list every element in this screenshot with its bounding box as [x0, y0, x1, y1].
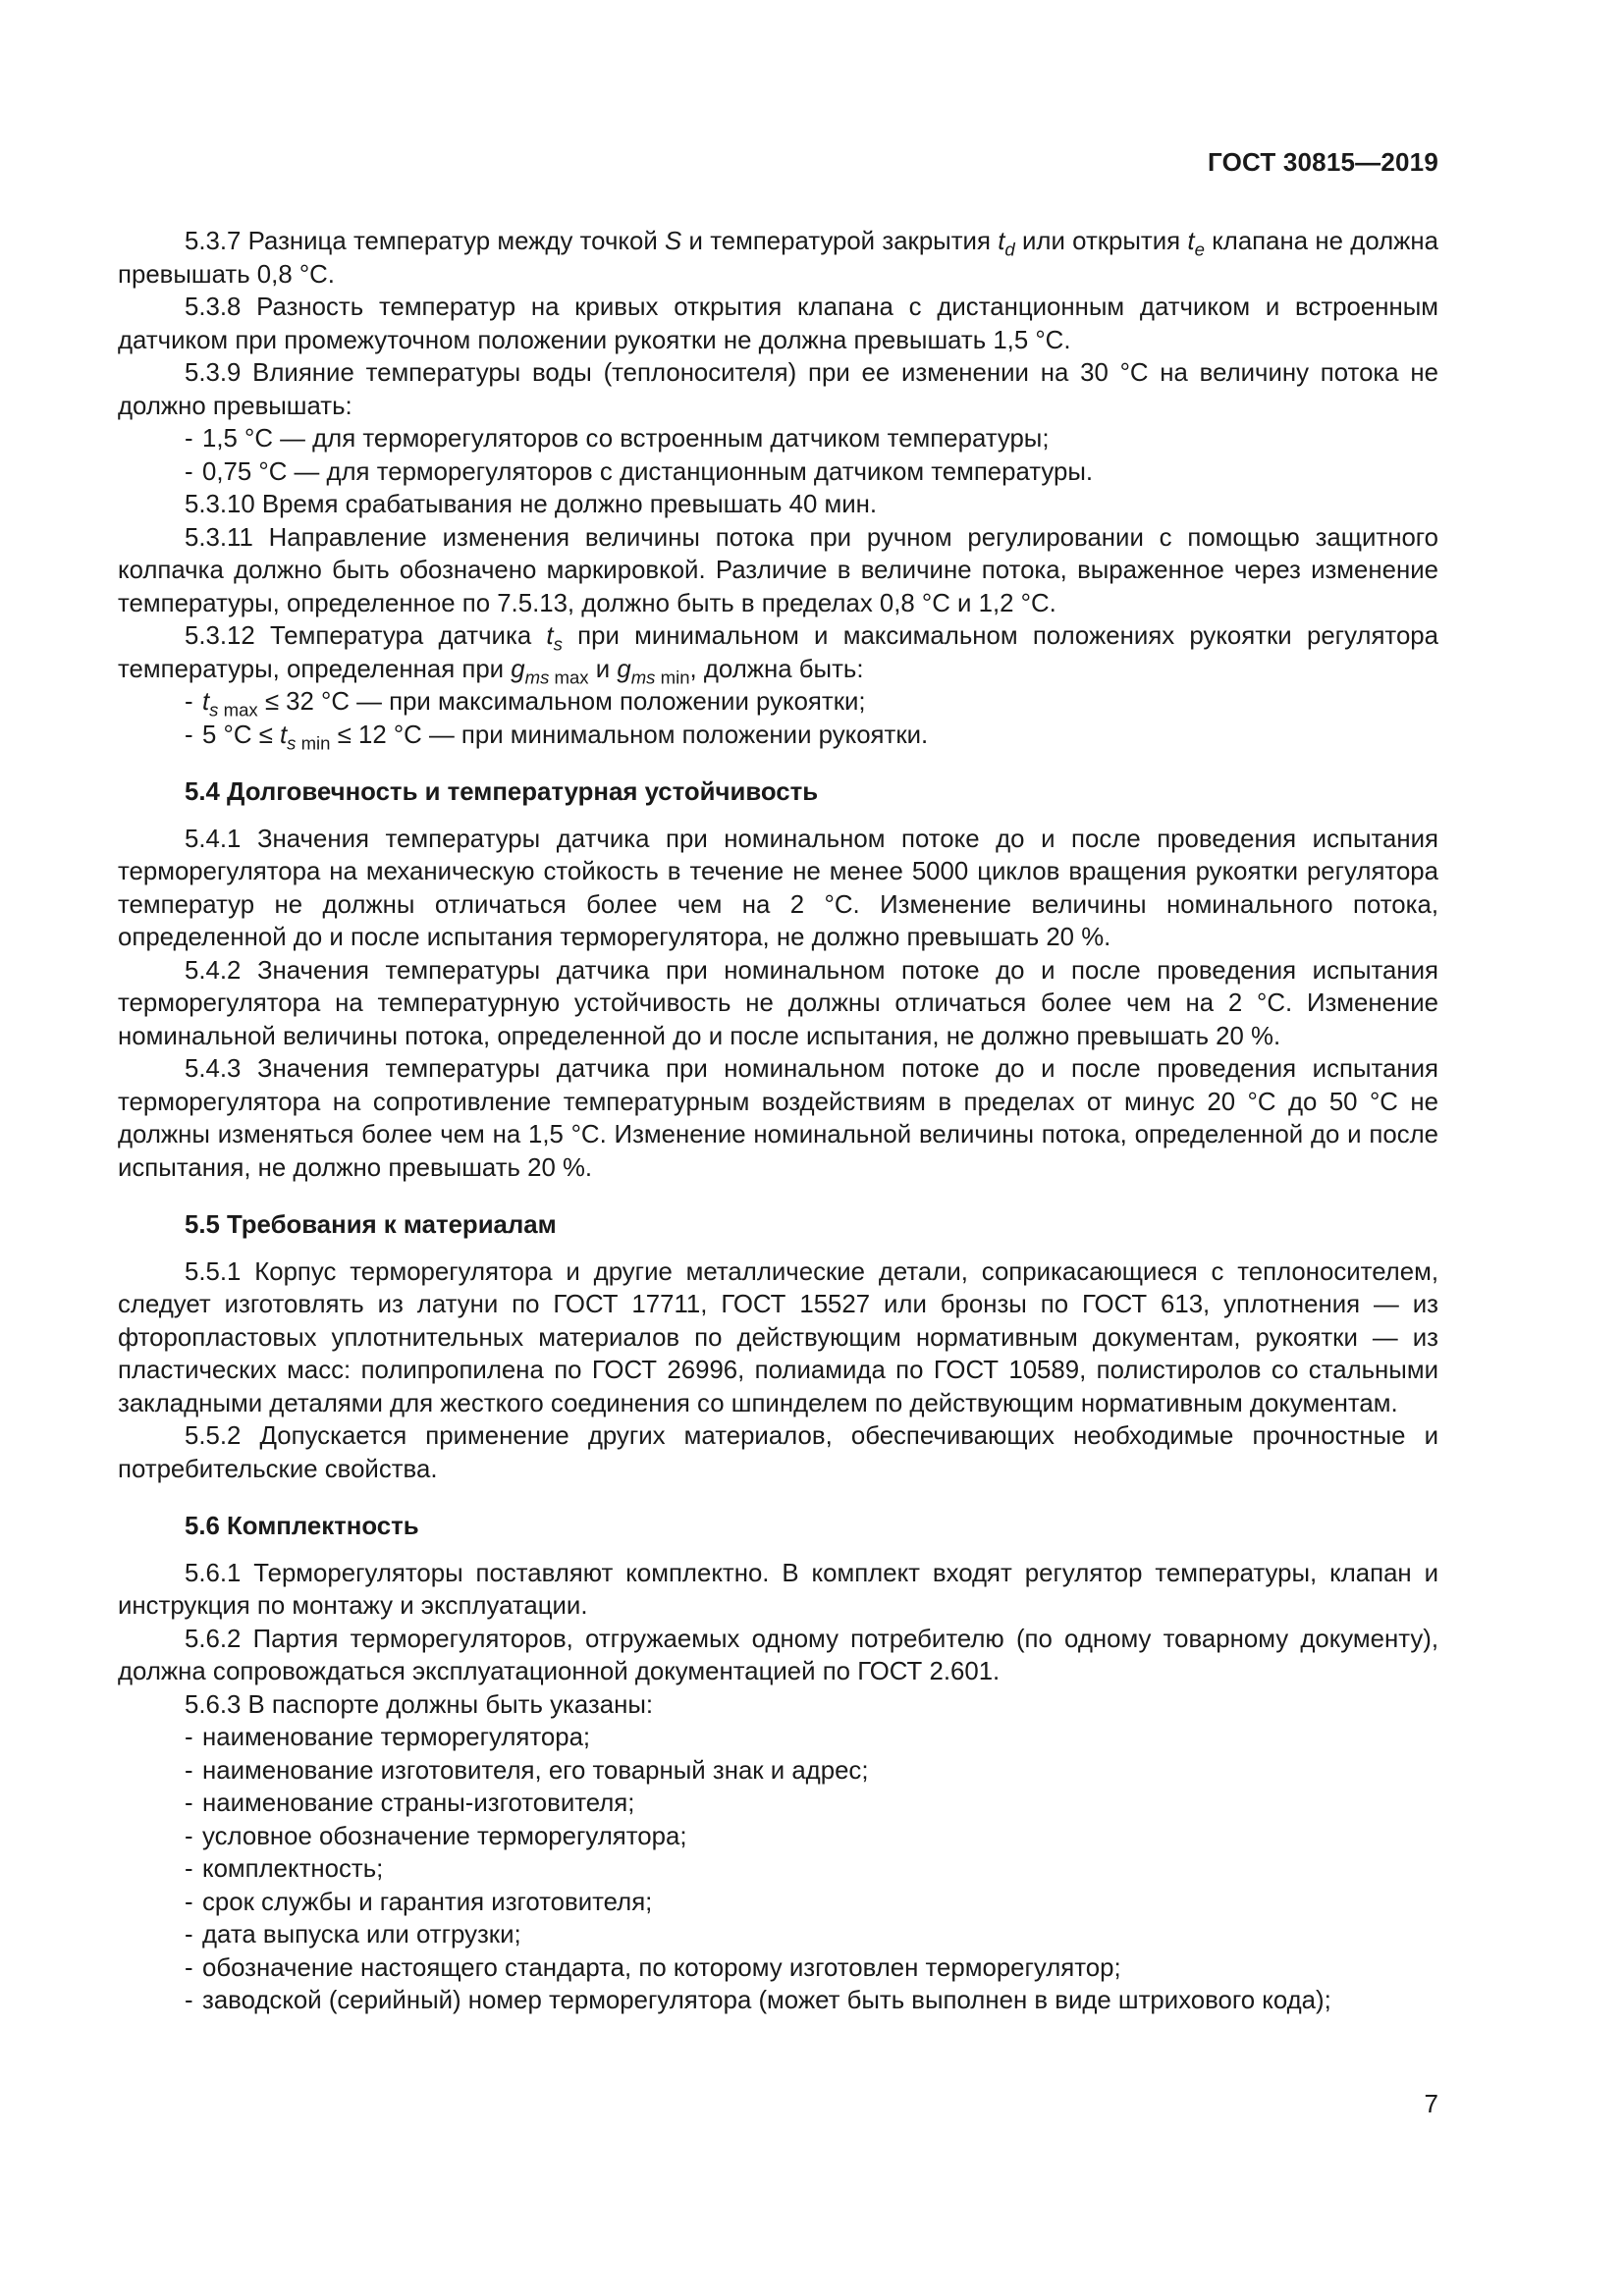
paragraph-5-5-2: 5.5.2 Допускается применение других материалов, обеспечивающих необходимые прочностные и потребительские свойства. — [118, 1422, 1438, 1483]
list-item: - комплектность; — [185, 1855, 384, 1883]
document-page — [118, 0, 1438, 2296]
paragraph-5-3-9: 5.3.9 Влияние температуры воды (теплоносителя) при ее изменении на 30 °С на величину потока не должно превышать: — [118, 359, 1438, 420]
section-heading-5-6: 5.6 Комплектность — [185, 1513, 419, 1540]
paragraph-5-3-12: 5.3.12 Температура датчика $t_s$ при минимальном и максимальном положениях рукоятки регулятора температуры, определенная при $g_{ms max}$ и $g_{ms min}$, должна быть: — [118, 622, 1438, 687]
list-item: - наименование изготовителя, его товарный знак и адрес; — [185, 1756, 869, 1785]
page-number: 7 — [1424, 2089, 1438, 2118]
list-item: - 1,5 °С — для терморегуляторов со встроенным датчиком температуры; — [185, 425, 1050, 453]
document-body — [118, 226, 1438, 2018]
list-item: - обозначение настоящего стандарта, по которому изготовлен терморегулятор; — [185, 1953, 1121, 1982]
list-item: - дата выпуска или отгрузки; — [185, 1921, 521, 1949]
list-item: - срок службы и гарантия изготовителя; — [185, 1888, 653, 1916]
paragraph-5-3-11: 5.3.11 Направление изменения величины потока при ручном регулировании с помощью защитного колпачка должно быть обозначено маркировкой. Различие в величине потока, выраженное через изменение температуры, определенное по 7.5.13, должно быть в пределах 0,8 °С и 1,2 °С. — [118, 523, 1438, 617]
list-item: - $t_{s max} \le 32$ °С — при максимальном положении рукоятки; — [185, 688, 866, 721]
paragraph-5-6-1: 5.6.1 Терморегуляторы поставляют комплектно. В комплект входят регулятор температуры, клапан и инструкция по монтажу и эксплуатации. — [118, 1559, 1438, 1620]
list-item: - условное обозначение терморегулятора; — [185, 1822, 687, 1850]
paragraph-5-4-3: 5.4.3 Значения температуры датчика при номинальном потоке до и после проведения испытания терморегулятора на сопротивление температурным воздействиям в пределах от минус 20 °С до 50 °С не должны изменяться более чем на 1,5 °С. Изменение номинальной величины потока, определенной до и после испытания, не должно превышать 20 %. — [118, 1055, 1438, 1182]
paragraph-5-3-10: 5.3.10 Время срабатывания не должно превышать 40 мин. — [185, 491, 878, 518]
paragraph-5-4-2: 5.4.2 Значения температуры датчика при номинальном потоке до и после проведения испытания терморегулятора на температурную устойчивость не должны отличаться более чем на 2 °С. Изменение номинальной величины потока, определенной до и после испытания, не должно превышать 20 %. — [118, 956, 1438, 1050]
paragraph-5-4-1: 5.4.1 Значения температуры датчика при номинальном потоке до и после проведения испытания терморегулятора на механическую стойкость в течение не менее 5000 циклов вращения рукоятки регулятора температур не должны отличаться более чем на 2 °С. Изменение величины номинального потока, определенной до и после испытания терморегулятора, не должно превышать 20 %. — [118, 825, 1438, 951]
list-item: - 0,75 °С — для терморегуляторов с дистанционным датчиком температуры. — [185, 457, 1094, 486]
list-item: - 5 $^\circ С \le t_{s min} \le 12$ °С — при минимальном положении рукоятки. — [185, 721, 929, 753]
paragraph-5-5-1: 5.5.1 Корпус терморегулятора и другие металлические детали, соприкасающиеся с теплоносителем, следует изготовлять из латуни по ГОСТ 17711, ГОСТ 15527 или бронзы по ГОСТ 613, уплотнения — из фторопластовых уплотнительных материалов по действующим нормативным документам, рукоятки — из пластических масс: полипропилена по ГОСТ 26996, полиамида по ГОСТ 10589, полистиролов со стальными закладными деталями для жесткого соединения со шпинделем по действующим нормативным документам. — [118, 1257, 1438, 1417]
paragraph-5-6-3: 5.6.3 В паспорте должны быть указаны: — [185, 1690, 654, 1719]
paragraph-5-3-7: 5.3.7 Разница температур между точкой S и температурой закрытия $t_d$ или открытия $t_e$ клапана не должна превышать 0,8 °С. — [118, 228, 1438, 289]
list-item: - заводской (серийный) номер терморегулятора (может быть выполнен в виде штрихового кода); — [185, 1987, 1331, 2014]
list-item: - наименование терморегулятора; — [185, 1724, 591, 1751]
section-heading-5-5: 5.5 Требования к материалам — [185, 1211, 557, 1239]
section-heading-5-4: 5.4 Долговечность и температурная устойчивость — [185, 778, 819, 806]
list-item: - наименование страны-изготовителя; — [185, 1789, 635, 1817]
paragraph-5-3-8: 5.3.8 Разность температур на кривых открытия клапана с дистанционным датчиком и встроенным датчиком при промежуточном положении рукоятки не должна превышать 1,5 °С. — [118, 294, 1438, 354]
document-header: ГОСТ 30815—2019 — [1208, 147, 1438, 177]
paragraph-5-6-2: 5.6.2 Партия терморегуляторов, отгружаемых одному потребителю (по одному товарному документу), должна сопровождаться эксплуатационной документацией по ГОСТ 2.601. — [118, 1625, 1438, 1685]
